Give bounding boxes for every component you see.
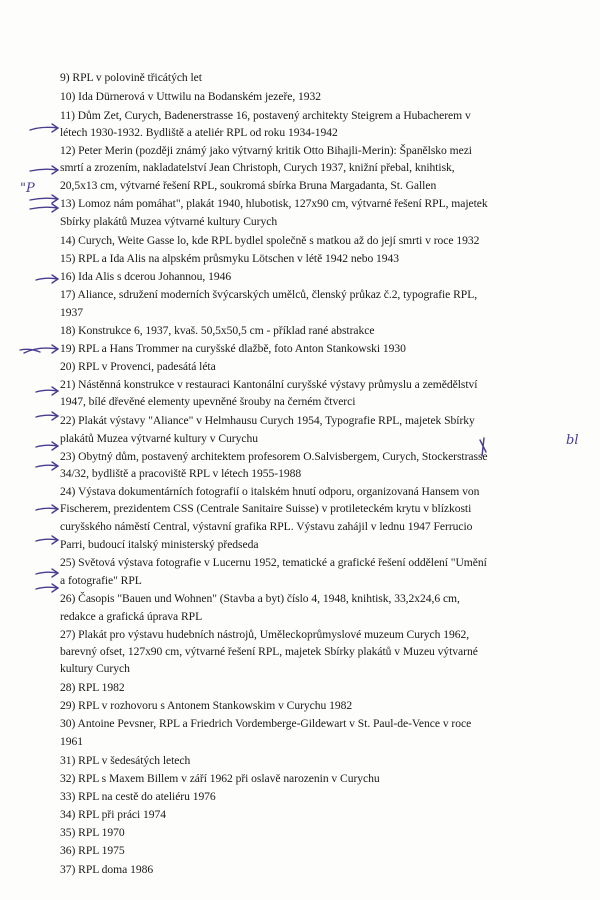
caption-line: 20,5x13 cm, výtvarné řešení RPL, soukromá sbírka Bruna Margadanta, St. Gallen bbox=[60, 179, 437, 192]
caption-line: 28) RPL 1982 bbox=[60, 681, 125, 694]
caption-line: Parri, budoucí italský ministerský předseda bbox=[60, 538, 259, 551]
caption-line: plakátů Muzea výtvarné kultury v Curychu bbox=[60, 432, 258, 445]
caption-line: 29) RPL v rozhovoru s Antonem Stankowskim v Curychu 1982 bbox=[60, 699, 353, 712]
caption-line: 23) Obytný dům, postavený architektem profesorem O.Salvisbergem, Curych, Stockerstrasse bbox=[60, 450, 488, 463]
caption-line: 22) Plakát výstavy "Aliance" v Helmhausu Curych 1954, Typografie RPL, majetek Sbírky bbox=[60, 414, 475, 427]
caption-line: 33) RPL na cestě do ateliéru 1976 bbox=[60, 790, 216, 803]
caption-line: 9) RPL v polovině třicátých let bbox=[60, 71, 202, 84]
caption-line: 30) Antoine Pevsner, RPL a Friedrich Vordemberge-Gildewart v St. Paul-de-Vence v roce bbox=[60, 717, 472, 730]
caption-line: 17) Aliance, sdružení moderních švýcarských umělců, členský průkaz č.2, typografie RPL, bbox=[60, 288, 478, 301]
caption-line: 36) RPL 1975 bbox=[60, 844, 125, 857]
caption-line: 1937 bbox=[60, 306, 83, 319]
caption-line: kultury Curych bbox=[60, 662, 130, 675]
caption-line: 19) RPL a Hans Trommer na curyšské dlažbě, foto Anton Stankowski 1930 bbox=[60, 342, 406, 355]
margin-note-right: bl bbox=[566, 433, 579, 448]
caption-line: 16) Ida Alis s dcerou Johannou, 1946 bbox=[60, 270, 232, 283]
caption-line: 26) Časopis "Bauen und Wohnen" (Stavba a byt) číslo 4, 1948, knihtisk, 33,2x24,6 cm, bbox=[60, 592, 460, 605]
caption-line: 20) RPL v Provenci, padesátá léta bbox=[60, 360, 216, 373]
caption-line: redakce a grafická úprava RPL bbox=[60, 610, 203, 623]
caption-line: 25) Světová výstava fotografie v Lucernu 1952, tematické a grafické řešení oddělení "Umění bbox=[60, 556, 487, 569]
caption-line: 31) RPL v šedesátých letech bbox=[60, 754, 191, 767]
caption-line: 34/32, bydliště a pracoviště RPL v létech 1955-1988 bbox=[60, 467, 302, 480]
caption-line: 10) Ida Dürnerová v Uttwilu na Bodanském jezeře, 1932 bbox=[60, 90, 322, 103]
caption-line: 37) RPL doma 1986 bbox=[60, 863, 154, 876]
caption-line: 34) RPL při práci 1974 bbox=[60, 808, 167, 821]
caption-line: smrtí a zrozením, nakladatelství Jean Christoph, Curych 1937, knižní přebal, knihtisk, bbox=[60, 161, 455, 174]
caption-line: barevný ofset, 127x90 cm, výtvarné řešení RPL, majetek Sbírky plakátů v Muzeu výtvarné bbox=[60, 645, 478, 658]
caption-line: 1961 bbox=[60, 735, 83, 748]
margin-note-left: "P bbox=[20, 181, 35, 196]
caption-line: 24) Výstava dokumentárních fotografií o italském hnutí odporu, organizovaná Hansem von bbox=[60, 485, 480, 498]
caption-line: 11) Dům Zet, Curych, Badenerstrasse 16, postavený architekty Steigrem a Hubacherem v bbox=[60, 109, 471, 122]
caption-line: a fotografie" RPL bbox=[60, 574, 142, 587]
caption-line: 32) RPL s Maxem Billem v září 1962 při oslavě narozenin v Curychu bbox=[60, 772, 380, 785]
caption-line: 1947, bílé dřevěné elementy upevněné šrouby na černém čtverci bbox=[60, 395, 356, 408]
caption-line: Fischerem, prezidentem CSS (Centrale Sanitaire Suisse) v protileteckém krytu v blízkosti bbox=[60, 502, 472, 515]
caption-line: 14) Curych, Weite Gasse lo, kde RPL bydlel společně s matkou až do její smrti v roce 1932 bbox=[60, 234, 480, 247]
caption-line: 21) Nástěnná konstrukce v restauraci Kantonální curyšské výstavy průmyslu a zemědělství bbox=[60, 378, 478, 391]
caption-line: Sbírky plakátů Muzea výtvarné kultury Curych bbox=[60, 215, 278, 228]
caption-line: 35) RPL 1970 bbox=[60, 826, 125, 839]
caption-line: 13) Lomoz nám pomáhat", plakát 1940, hlubotisk, 127x90 cm, výtvarné řešení RPL, majetek bbox=[60, 197, 488, 210]
caption-line: 15) RPL a Ida Alis na alpském průsmyku Lötschen v létě 1942 nebo 1943 bbox=[60, 252, 400, 265]
caption-line: 27) Plakát pro výstavu hudebních nástrojů, Uměleckoprůmyslové muzeum Curych 1962, bbox=[60, 628, 470, 641]
caption-line: 18) Konstrukce 6, 1937, kvaš. 50,5x50,5 cm - příklad rané abstrakce bbox=[60, 324, 375, 337]
caption-line: 12) Peter Merin (později známý jako výtvarný kritik Otto Bihajli-Merin): Španělsko mezi bbox=[60, 144, 472, 157]
caption-line: létech 1930-1932. Bydliště a ateliér RPL od roku 1934-1942 bbox=[60, 126, 338, 139]
caption-line: curyšského náměstí Central, výstavní grafika RPL. Výstavu zahájil v lednu 1947 Ferrucio bbox=[60, 520, 473, 533]
